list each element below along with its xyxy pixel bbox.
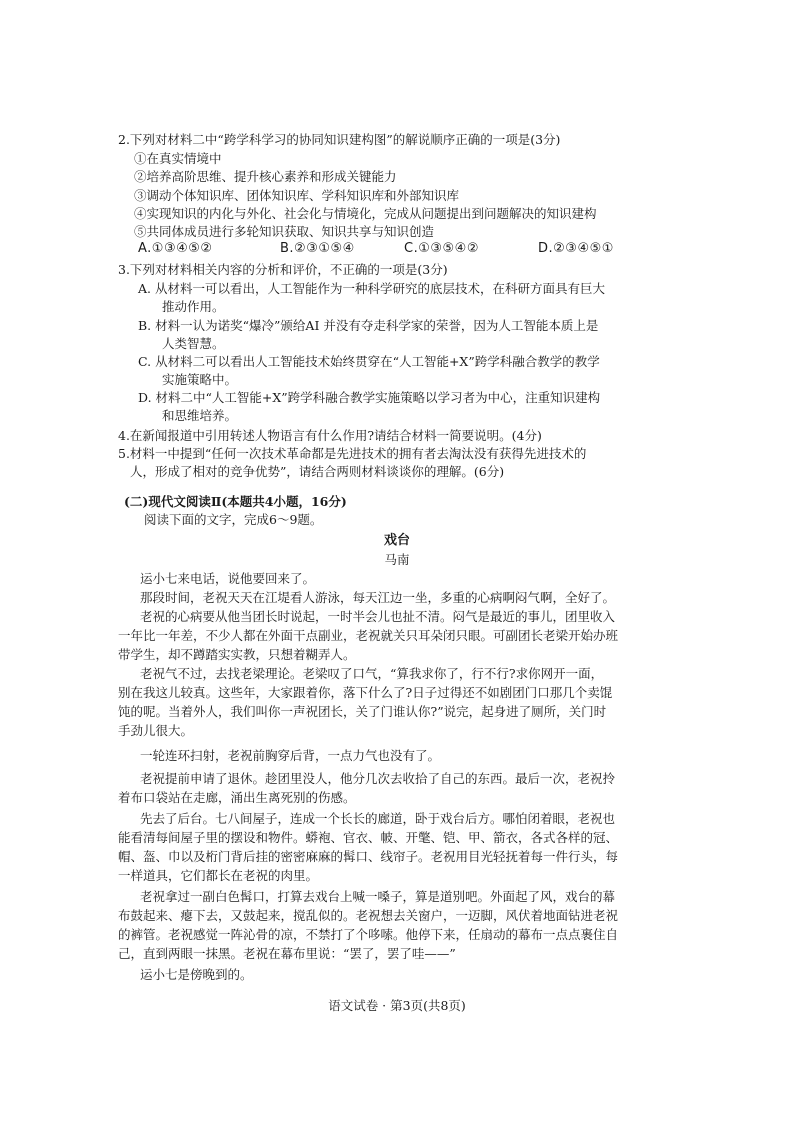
story-author: 马南 (384, 552, 410, 567)
section-heading: (二)现代文阅读Ⅱ(本题共4小题，16分) (124, 494, 347, 509)
story-paragraph-cont: 别在我这儿较真。这些年，大家跟着你，落下什么了?日子过得还不如剧团门口那几个卖馄 (118, 685, 613, 700)
story-paragraph-cont: 己，直到两眼一抹黑。老祝在幕布里说：“罢了，罢了哇——” (118, 946, 456, 961)
option-d: D.②③④⑤① (538, 241, 614, 256)
story-paragraph: 老祝气不过，去找老梁理论。老梁叹了口气，“算我求你了，行不行?求你网开一面， (140, 666, 604, 681)
page-footer: 语文试卷 · 第3页(共8页) (328, 998, 466, 1013)
story-paragraph: 老祝拿过一副白色髯口，打算去戏台上喊一嗓子，算是道别吧。外面起了风，戏台的幕 (140, 889, 616, 904)
story-paragraph: 运小七是傍晚到的。 (140, 967, 253, 982)
question-3-choice-d-cont: 和思维培养。 (162, 408, 238, 423)
question-2-options (0, 241, 794, 259)
question-2-item-3: ③调动个体知识库、团体知识库、学科知识库和外部知识库 (134, 188, 460, 203)
option-c: C.①③⑤④② (404, 241, 479, 256)
story-paragraph-cont: 着布口袋站在走廊，涌出生离死别的伤感。 (118, 790, 356, 805)
question-3-choice-c-cont: 实施策略中。 (162, 372, 238, 387)
story-paragraph: 先去了后台。七八间屋子，连成一个长长的廊道，卧于戏台后方。哪怕闭着眼，老祝也 (140, 811, 616, 826)
question-5-line-2: 人，形成了相对的竞争优势”，请结合两则材料谈谈你的理解。(6分) (130, 464, 505, 479)
story-paragraph-cont: 一年比一年差，不少人都在外面干点副业，老祝就关只耳朵闭只眼。可副团长老梁开始办班 (118, 628, 619, 643)
question-3-choice-a: A. 从材料一可以看出，人工智能作为一种科学研究的底层技术，在科研方面具有巨大 (138, 281, 605, 296)
story-paragraph-cont: 手劲儿很大。 (118, 723, 194, 738)
story-paragraph: 老祝提前申请了退休。趁团里没人，他分几次去收拾了自己的东西。最后一次，老祝拎 (140, 771, 616, 786)
question-2-stem: 2.下列对材料二中“跨学科学习的协同知识建构图”的解说顺序正确的一项是(3分) (118, 132, 561, 147)
question-3-choice-a-cont: 推动作用。 (162, 299, 225, 314)
story-paragraph: 一轮连环扫射，老祝前胸穿后背，一点力气也没有了。 (140, 748, 441, 763)
question-3-stem: 3.下列对材料相关内容的分析和评价，不正确的一项是(3分) (118, 262, 448, 277)
question-5-line-1: 5.材料一中提到“任何一次技术革命都是先进技术的拥有者去淘汰没有获得先进技术的 (118, 446, 587, 461)
question-2-item-2: ②培养高阶思维、提升核心素养和形成关键能力 (134, 169, 397, 184)
story-paragraph-cont: 饨的呢。当着外人，我们叫你一声祝团长，关了门谁认你?”说完，起身进了厕所，关门时 (118, 704, 607, 719)
story-paragraph-cont: 的裤管。老祝感觉一阵沁骨的凉，不禁打了个哆嗦。他停下来，任扇动的幕布一点点裹住自 (118, 927, 619, 942)
question-3-choice-b: B. 材料一认为诺奖“爆冷”颁给AI 并没有夺走科学家的荣誉，因为人工智能本质上是 (138, 318, 599, 333)
question-3-choice-c: C. 从材料二可以看出人工智能技术始终贯穿在“人工智能+X”跨学科融合教学的教学 (138, 354, 600, 369)
question-4: 4.在新闻报道中引用转述人物语言有什么作用?请结合材料一简要说明。(4分) (118, 428, 542, 443)
question-2-item-5: ⑤共同体成员进行多轮知识获取、知识共享与知识创造 (134, 224, 435, 239)
story-paragraph-cont: 带学生，却不蹲踏实实教，只想着糊弄人。 (118, 647, 356, 662)
section-instruction: 阅读下面的文字，完成6～9题。 (144, 512, 323, 527)
story-paragraph-cont: 布鼓起来、瘪下去，又鼓起来，搅乱似的。老祝想去关窗户，一迈脚，风伏着地面钻进老祝 (118, 908, 619, 923)
question-3-choice-b-cont: 人类智慧。 (162, 336, 225, 351)
option-a: A.①③④⑤② (138, 241, 213, 256)
question-2-item-4: ④实现知识的内化与外化、社会化与情境化，完成从问题提出到问题解决的知识建构 (134, 206, 597, 221)
story-paragraph-cont: 帽、盔、巾以及桁门背后挂的密密麻麻的髯口、线帘子。老祝用目光轻抚着每一件行头，每 (118, 849, 619, 864)
story-paragraph: 那段时间，老祝天天在江堤看人游泳，每天江边一坐，多重的心病啊闷气啊，全好了。 (140, 590, 616, 605)
option-b: B.②③①⑤④ (280, 241, 355, 256)
story-paragraph-cont: 一样道具，它们都长在老祝的肉里。 (118, 868, 319, 883)
story-title: 戏台 (383, 533, 410, 548)
story-paragraph: 老祝的心病要从他当团长时说起，一时半会儿也扯不清。闷气是最近的事儿，团里收入 (140, 609, 616, 624)
question-3-choice-d: D. 材料二中“人工智能+X”跨学科融合教学实施策略以学习者为中心，注重知识建构 (138, 390, 601, 405)
story-paragraph: 运小七来电话，说他要回来了。 (140, 571, 316, 586)
story-paragraph-cont: 能看清每间屋子里的摆设和物件。蟒袍、官衣、帔、开氅、铠、甲、箭衣，各式各样的冠、 (118, 830, 619, 845)
question-2-item-1: ①在真实情境中 (134, 151, 222, 166)
